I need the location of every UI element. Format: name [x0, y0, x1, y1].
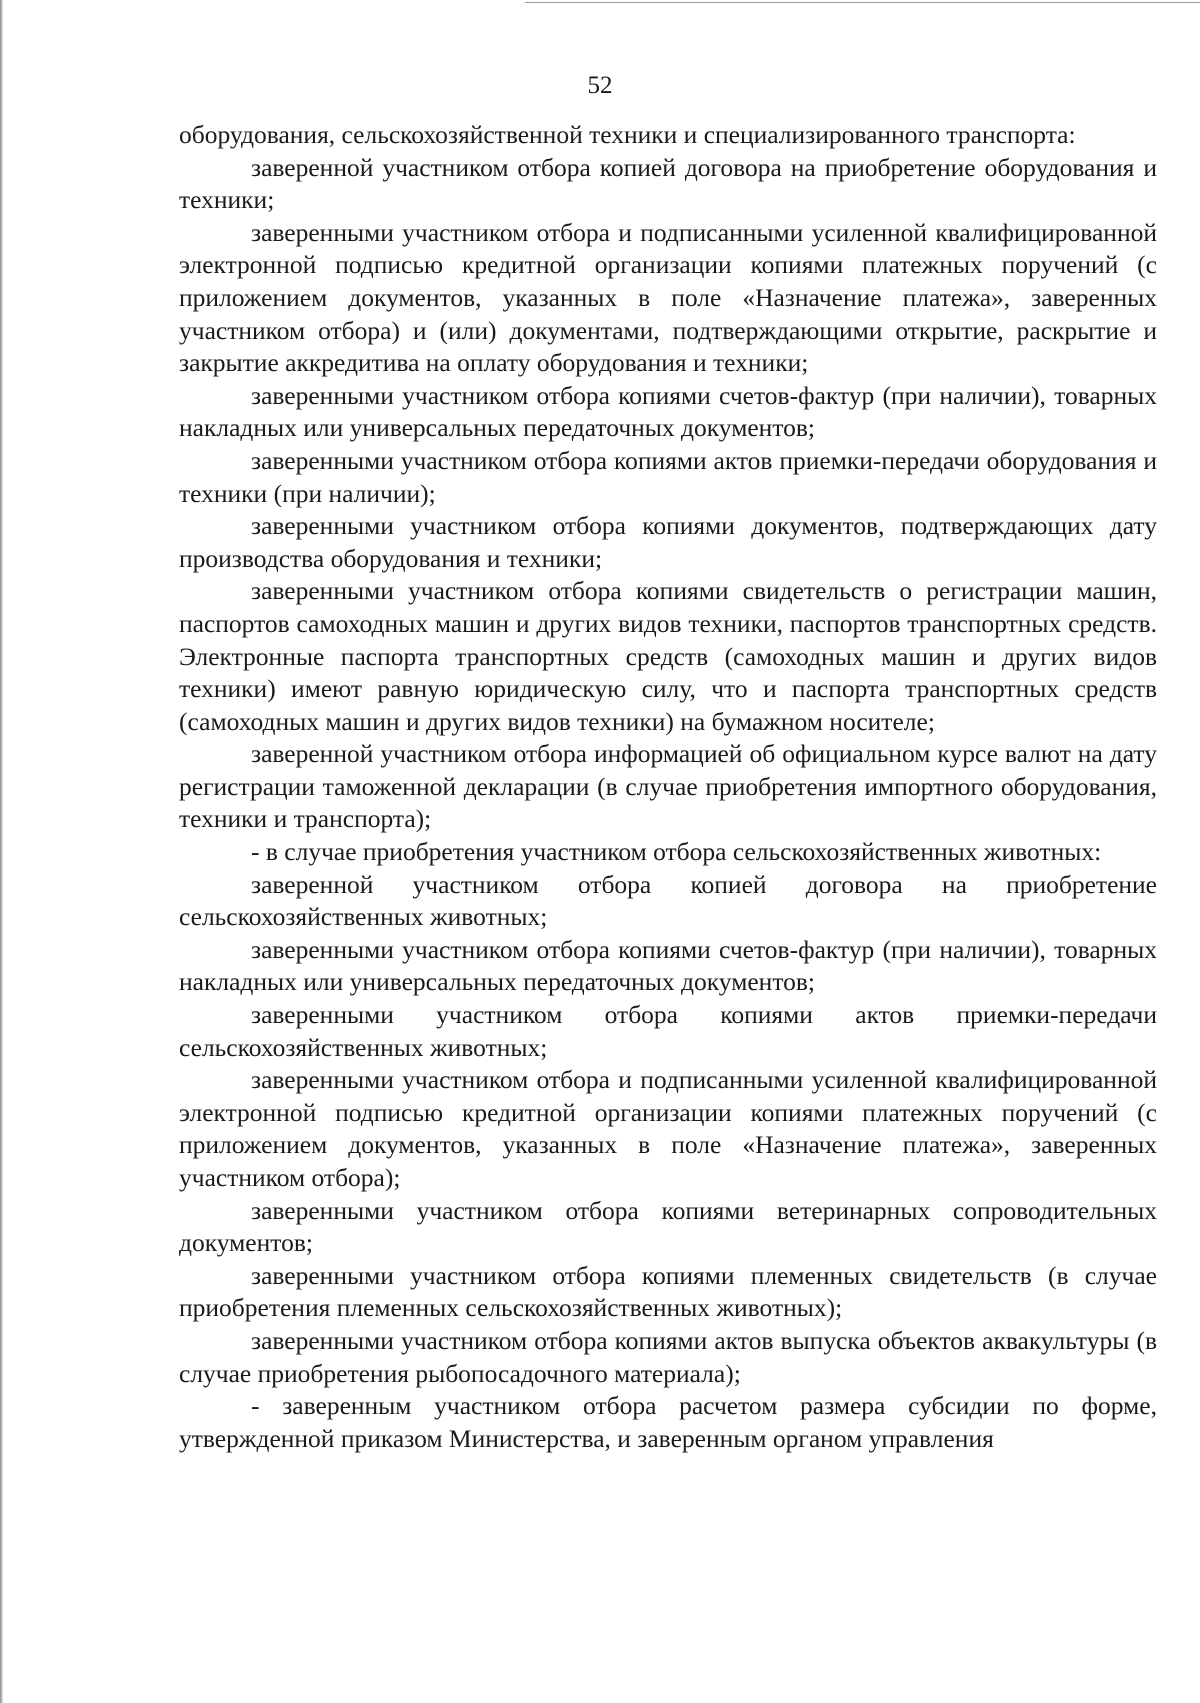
paragraph: - в случае приобретения участником отбора сельскохозяйственных животных: [251, 837, 1102, 867]
paragraph: заверенной участником отбора копией договора на приобретение сельскохозяйственных животных; [179, 869, 1157, 932]
paragraph: заверенными участником отбора копиями актов приемки-передачи оборудования и техники (при наличии); [179, 445, 1157, 508]
paragraph: заверенными участником отбора копиями племенных свидетельств (в случае приобретения племенных сельскохозяйственных животных); [179, 1260, 1157, 1323]
paragraph: заверенными участником отбора копиями актов выпуска объектов аквакультуры (в случае приобретения рыбопосадочного материала); [179, 1325, 1157, 1388]
scan-left-edge [0, 0, 3, 1703]
paragraph: заверенной участником отбора информацией об официальном курсе валют на дату регистрации таможенной декларации (в случае приобретения импортного оборудования, техники и транспорта); [179, 739, 1157, 834]
paragraph: заверенными участником отбора и подписанными усиленной квалифицированной электронной подписью кредитной организации копиями платежных поручений (с приложением документов, указанных в поле «Назначение платежа», заверенных участником отбора) и (или) документами, подтверждающими открытие, раскрытие и закрытие аккредитива на оплату оборудования и техники; [179, 217, 1157, 378]
paragraph: заверенными участником отбора копиями свидетельств о регистрации машин, паспортов самоходных машин и других видов техники, паспортов транспортных средств. Электронные паспорта транспортных средств (самоходных машин и других видов техники) имеют равную юридическую силу, что и паспорта транспортных средств (самоходных машин и других видов техники) на бумажном носителе; [179, 576, 1157, 736]
paragraph: заверенными участником отбора и подписанными усиленной квалифицированной электронной подписью кредитной организации копиями платежных поручений (с приложением документов, указанных в поле «Назначение платежа», заверенных участником отбора); [179, 1065, 1157, 1192]
page-number: 52 [587, 72, 613, 99]
paragraph: заверенными участником отбора копиями актов приемки-передачи сельскохозяйственных животных; [179, 1000, 1157, 1062]
paragraph: заверенными участником отбора копиями счетов-фактур (при наличии), товарных накладных или универсальных передаточных документов; [179, 934, 1157, 997]
paragraph: оборудования, сельскохозяйственной техники и специализированного транспорта: [179, 120, 1076, 149]
document-body [179, 119, 1157, 1455]
paragraph: заверенными участником отбора копиями ветеринарных сопроводительных документов; [179, 1195, 1157, 1258]
scan-edge-line [525, 2, 1200, 3]
paragraph: заверенными участником отбора копиями документов, подтверждающих дату производства оборудования и техники; [179, 511, 1157, 573]
paragraph: заверенными участником отбора копиями счетов-фактур (при наличии), товарных накладных или универсальных передаточных документов; [179, 380, 1157, 443]
paragraph: заверенной участником отбора копией договора на приобретение оборудования и техники; [179, 152, 1157, 215]
paragraph: - заверенным участником отбора расчетом размера субсидии по форме, утвержденной приказом Министерства, и заверенным органом управления [179, 1391, 1157, 1453]
